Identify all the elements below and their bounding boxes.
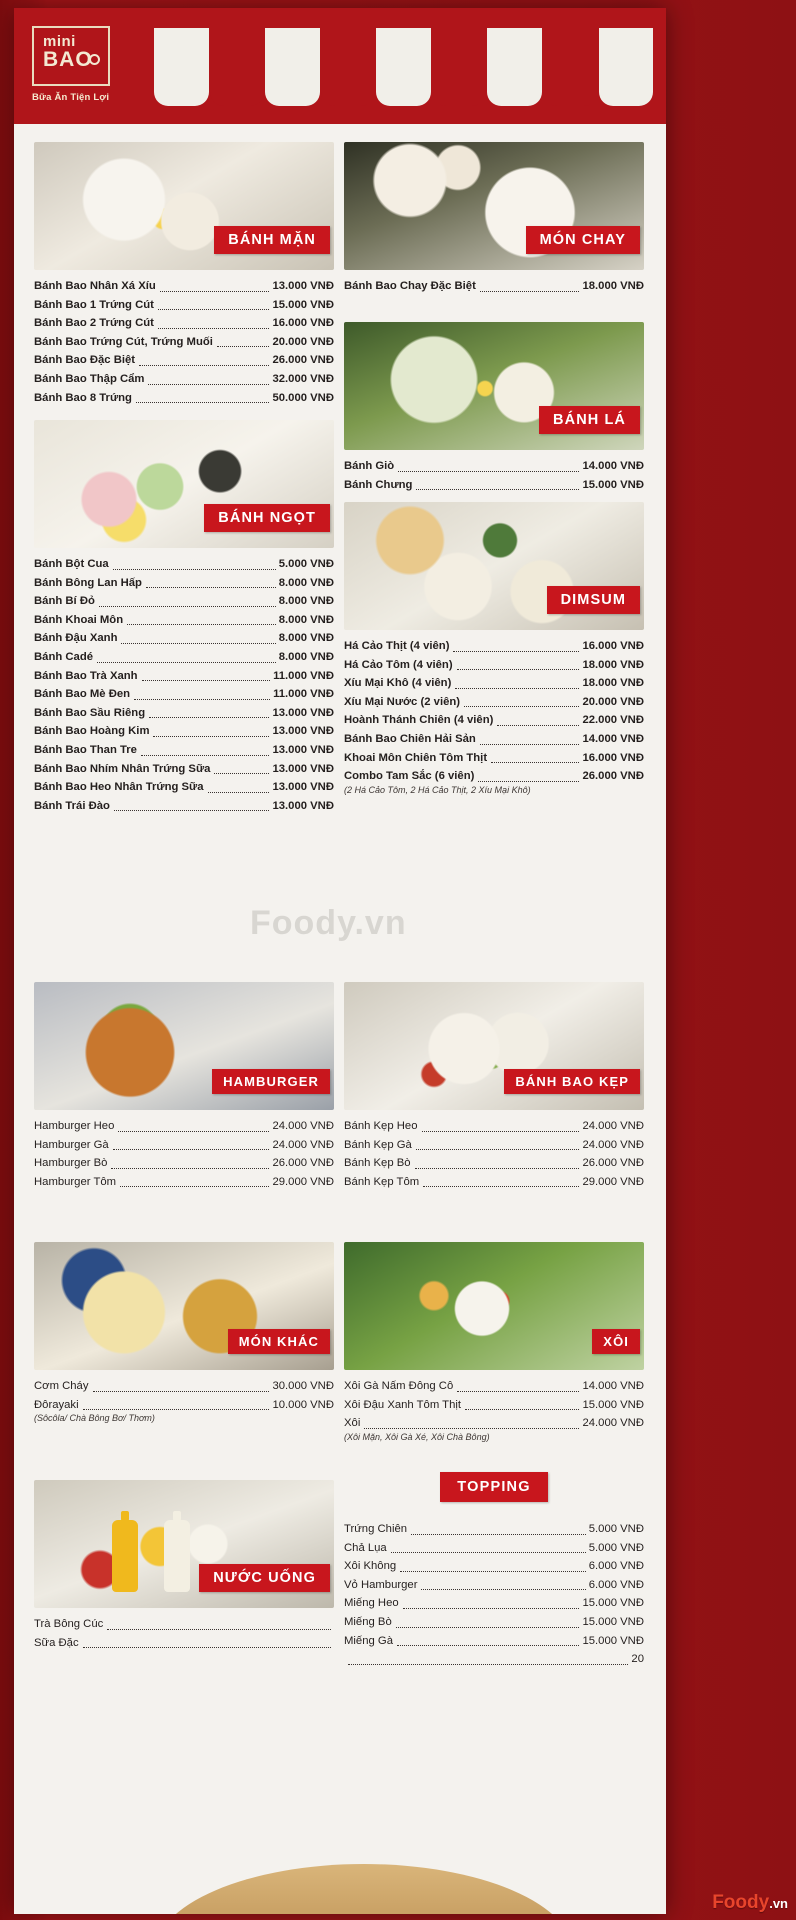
- section-photo-xoi: [344, 1242, 644, 1370]
- section-photo-banh-bao-kep: [344, 982, 644, 1110]
- section-title-topping: TOPPING: [440, 1472, 547, 1502]
- list-item: Bánh Giò 14.000 VNĐ: [344, 460, 644, 472]
- list-item: Bánh Bao Đặc Biệt 26.000 VNĐ: [34, 354, 334, 367]
- item-list-banh-la: [344, 457, 644, 494]
- list-item: Vỏ Hamburger 6.000 VNĐ: [344, 1578, 644, 1591]
- logo-bao-label: BAO: [43, 48, 93, 71]
- list-item: Bánh Bao Thập Cẩm 32.000 VNĐ: [34, 372, 334, 385]
- list-item-note: (Xôi Mặn, Xôi Gà Xé, Xôi Chà Bông): [344, 1431, 490, 1442]
- section-topping: [344, 1472, 644, 1669]
- list-item: Cơm Cháy 30.000 VNĐ: [34, 1380, 334, 1392]
- list-item: Hamburger Tôm 29.000 VNĐ: [34, 1175, 334, 1188]
- section-photo-mon-khac: [34, 1242, 334, 1370]
- logo: [32, 26, 110, 86]
- item-list-mon-chay: [344, 277, 644, 296]
- list-item: Xôi 24.000 VNĐ: [344, 1417, 644, 1430]
- list-item: Hamburger Heo 24.000 VNĐ: [34, 1120, 334, 1132]
- section-dimsum: [344, 502, 644, 797]
- list-item: Há Cảo Tôm (4 viên) 18.000 VNĐ: [344, 658, 644, 671]
- list-item: Khoai Môn Chiên Tôm Thịt 16.000 VNĐ: [344, 751, 644, 764]
- list-item: Chả Lụa 5.000 VNĐ: [344, 1541, 644, 1554]
- list-item: Bánh Bao Nhím Nhân Trứng Sữa 13.000 VNĐ: [34, 762, 334, 775]
- logo-bao-text: [34, 49, 108, 71]
- list-item: Há Cảo Thịt (4 viên) 16.000 VNĐ: [344, 640, 644, 652]
- section-title-banh-ngot: BÁNH NGỌT: [204, 504, 330, 532]
- item-list-mon-khac: [34, 1377, 334, 1425]
- item-list-dimsum: [344, 637, 644, 797]
- section-title-banh-la: BÁNH LÁ: [539, 406, 640, 434]
- section-photo-banh-man: [34, 142, 334, 270]
- list-item: Bánh Bao Chiên Hải Sản 14.000 VNĐ: [344, 732, 644, 745]
- list-item: Bánh Bông Lan Hấp 8.000 VNĐ: [34, 576, 334, 589]
- bottle-icon: [112, 1520, 138, 1592]
- list-item-note: (2 Há Cảo Tôm, 2 Há Cảo Thịt, 2 Xíu Mại Khô): [344, 784, 531, 795]
- item-list-topping: [344, 1520, 644, 1669]
- list-item: Bánh Bột Cua 5.000 VNĐ: [34, 558, 334, 570]
- section-photo-dimsum: [344, 502, 644, 630]
- section-photo-mon-chay: [344, 142, 644, 270]
- list-item: Bánh Kẹp Heo 24.000 VNĐ: [344, 1120, 644, 1132]
- logo-circle-icon: [89, 54, 100, 65]
- section-photo-hamburger: [34, 982, 334, 1110]
- list-item: Bánh Bí Đỏ 8.000 VNĐ: [34, 595, 334, 608]
- section-photo-nuoc-uong: [34, 1480, 334, 1608]
- list-item: Bánh Cadé 8.000 VNĐ: [34, 650, 334, 663]
- list-item: Xíu Mại Khô (4 viên) 18.000 VNĐ: [344, 677, 644, 690]
- menu-body: [14, 124, 666, 1914]
- item-list-banh-man: [34, 277, 334, 407]
- list-item: Bánh Chưng 15.000 VNĐ: [344, 478, 644, 491]
- awning-decoration: [154, 28, 654, 106]
- section-title-xoi: XÔI: [592, 1329, 640, 1354]
- section-title-nuoc-uong: NƯỚC UỐNG: [199, 1564, 330, 1592]
- list-item: Bánh Kẹp Bò 26.000 VNĐ: [344, 1157, 644, 1170]
- list-item: Bánh Bao 2 Trứng Cút 16.000 VNĐ: [34, 317, 334, 330]
- list-item: Trứng Chiên 5.000 VNĐ: [344, 1523, 644, 1535]
- list-item: Xôi Không 6.000 VNĐ: [344, 1560, 644, 1573]
- list-item: Hamburger Gà 24.000 VNĐ: [34, 1138, 334, 1151]
- section-photo-banh-la: [344, 322, 644, 450]
- list-item: Xôi Đậu Xanh Tôm Thịt 15.000 VNĐ: [344, 1398, 644, 1411]
- section-mon-khac: [34, 1242, 334, 1425]
- brand-tagline: Bữa Ăn Tiện Lợi: [32, 92, 110, 103]
- item-list-xoi: [344, 1377, 644, 1444]
- list-item: Bánh Bao Mè Đen 11.000 VNĐ: [34, 688, 334, 701]
- section-hamburger: [34, 982, 334, 1191]
- section-title-dimsum: DIMSUM: [547, 586, 640, 614]
- list-item: Bánh Bao Hoàng Kim 13.000 VNĐ: [34, 725, 334, 738]
- list-item: Miếng Gà 15.000 VNĐ: [344, 1634, 644, 1647]
- list-item: Sữa Đặc: [34, 1634, 334, 1653]
- list-item-note: (Sôcôla/ Chà Bông Bơ/ Thơm): [34, 1413, 155, 1424]
- item-list-hamburger: [34, 1117, 334, 1191]
- list-item: Bánh Bao Sầu Riêng 13.000 VNĐ: [34, 706, 334, 719]
- item-list-banh-ngot: [34, 555, 334, 815]
- logo-mini-text: mini: [43, 33, 76, 50]
- section-title-banh-man: BÁNH MẶN: [214, 226, 330, 254]
- list-item: Hoành Thánh Chiên (4 viên) 22.000 VNĐ: [344, 714, 644, 727]
- watermark-tld: .vn: [769, 1896, 788, 1911]
- menu-header: [14, 8, 666, 124]
- watermark-corner: [712, 1892, 788, 1914]
- list-item: 20: [344, 1650, 644, 1669]
- list-item: Bánh Kẹp Gà 24.000 VNĐ: [344, 1138, 644, 1151]
- list-item: Bánh Kẹp Tôm 29.000 VNĐ: [344, 1175, 644, 1188]
- section-banh-man: [34, 142, 334, 407]
- list-item: Bánh Bao 1 Trứng Cút 15.000 VNĐ: [34, 298, 334, 311]
- item-list-nuoc-uong: [34, 1615, 334, 1652]
- list-item: Bánh Bao Trứng Cút, Trứng Muối 20.000 VNĐ: [34, 335, 334, 348]
- section-photo-banh-ngot: [34, 420, 334, 548]
- section-xoi: [344, 1242, 644, 1444]
- list-item: Bánh Bao Trà Xanh 11.000 VNĐ: [34, 669, 334, 682]
- section-title-hamburger: HAMBURGER: [212, 1069, 330, 1094]
- list-item: Bánh Bao Heo Nhân Trứng Sữa 13.000 VNĐ: [34, 781, 334, 794]
- section-banh-bao-kep: [344, 982, 644, 1191]
- watermark-brand: Foody: [712, 1892, 770, 1913]
- menu-sheet: [14, 8, 666, 1914]
- list-item: Miếng Bò 15.000 VNĐ: [344, 1615, 644, 1628]
- list-item: Bánh Trái Đào 13.000 VNĐ: [34, 799, 334, 812]
- list-item: Combo Tam Sắc (6 viên) 26.000 VNĐ: [344, 770, 644, 783]
- list-item: Bánh Khoai Môn 8.000 VNĐ: [34, 613, 334, 626]
- list-item: Bánh Bao Than Tre 13.000 VNĐ: [34, 743, 334, 756]
- list-item: Xíu Mại Nước (2 viên) 20.000 VNĐ: [344, 695, 644, 708]
- list-item: Bánh Bao Chay Đặc Biệt 18.000 VNĐ: [344, 280, 644, 292]
- list-item: Bánh Đậu Xanh 8.000 VNĐ: [34, 632, 334, 645]
- section-nuoc-uong: [34, 1480, 334, 1652]
- section-title-mon-khac: MÓN KHÁC: [228, 1329, 330, 1354]
- section-banh-ngot: [34, 420, 334, 815]
- list-item: Đôrayaki 10.000 VNĐ: [34, 1398, 334, 1411]
- section-title-mon-chay: MÓN CHAY: [526, 226, 640, 254]
- bottle-icon: [164, 1520, 190, 1592]
- bamboo-tray-decoration: [154, 1864, 574, 1914]
- watermark-center: Foody.vn: [250, 904, 407, 942]
- list-item: Trà Bông Cúc: [34, 1615, 334, 1634]
- list-item: Bánh Bao Nhân Xá Xíu 13.000 VNĐ: [34, 280, 334, 292]
- list-item: Hamburger Bò 26.000 VNĐ: [34, 1157, 334, 1170]
- list-item: Miếng Heo 15.000 VNĐ: [344, 1597, 644, 1610]
- list-item: Bánh Bao 8 Trứng 50.000 VNĐ: [34, 391, 334, 404]
- section-banh-la: [344, 322, 644, 494]
- section-title-banh-bao-kep: BÁNH BAO KẸP: [504, 1069, 640, 1094]
- list-item: Xôi Gà Nấm Đông Cô 14.000 VNĐ: [344, 1380, 644, 1392]
- item-list-banh-bao-kep: [344, 1117, 644, 1191]
- section-mon-chay: [344, 142, 644, 296]
